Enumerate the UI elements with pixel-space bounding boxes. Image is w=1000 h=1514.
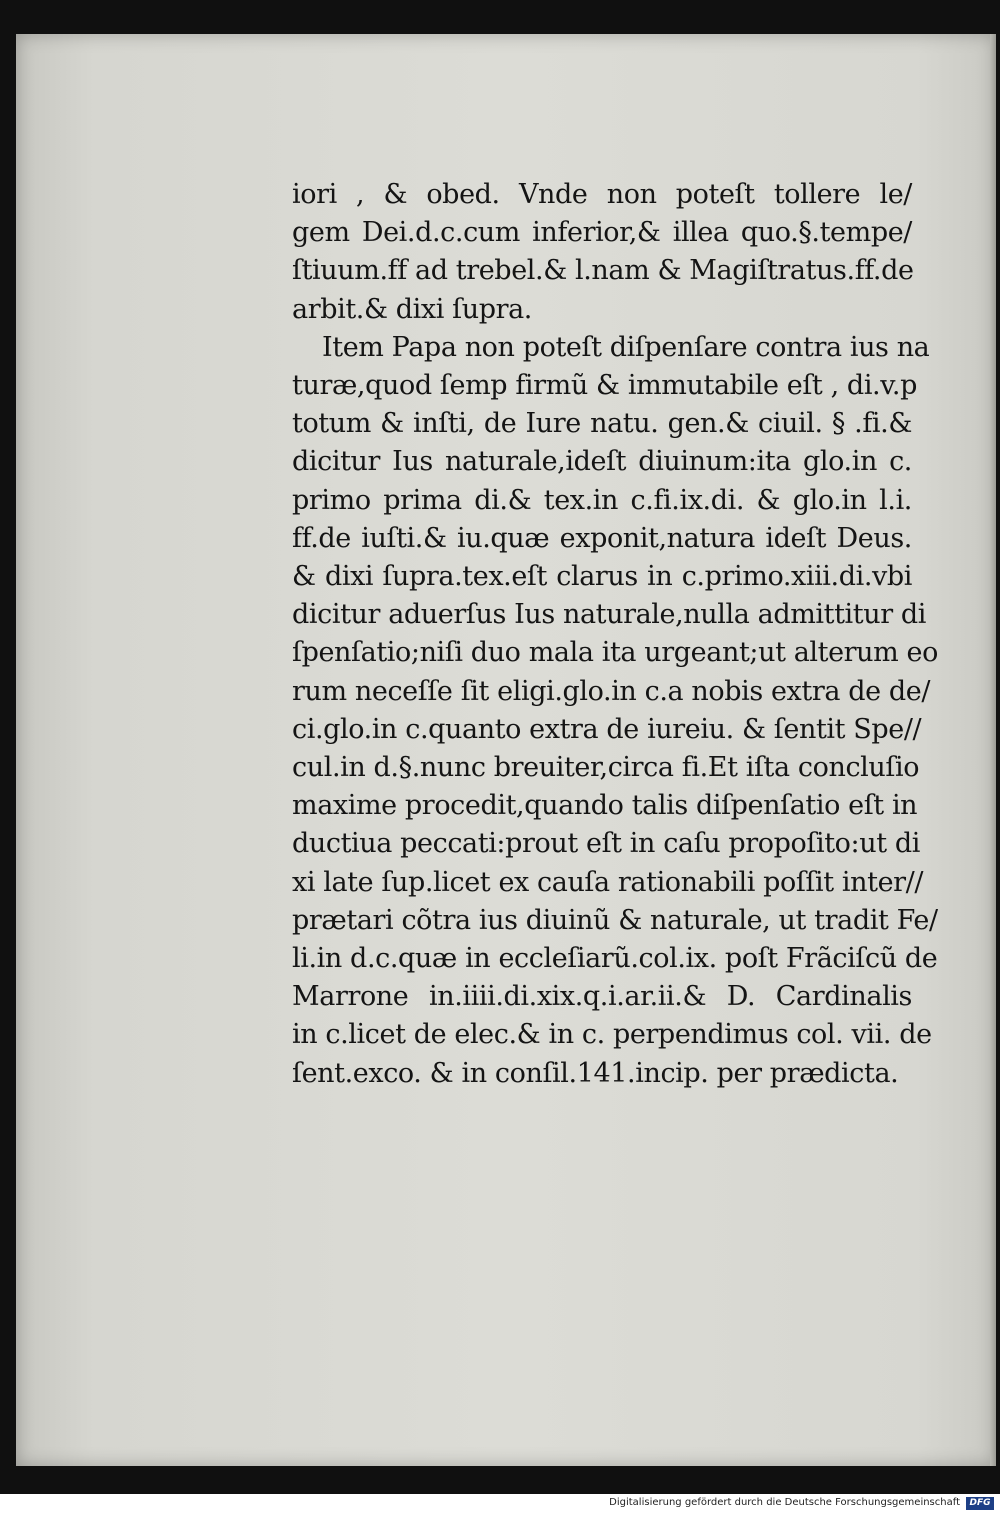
text-line: ci.glo.in c.quanto extra de iureiu. & ſentit Spe// <box>292 713 922 745</box>
book-page <box>16 34 996 1466</box>
text-line: ſpenſatio;niſi duo mala ita urgeant;ut alterum eo <box>292 637 938 669</box>
text-line: in c.licet de elec.& in c. perpendimus col. vii. de <box>292 1019 932 1051</box>
text-line: xi late ſup.licet ex cauſa rationabili poſſit inter// <box>292 866 924 898</box>
text-line: li.in d.c.quæ in eccleſiarũ.col.ix. poſt Frãciſcũ de <box>292 943 938 975</box>
text-line: Item Papa non poteſt diſpenſare contra ius na <box>322 331 930 363</box>
page-edge <box>990 34 996 1466</box>
text-line: turæ,quod ſemp firmũ & immutabile eſt , di.v.p <box>292 370 917 402</box>
text-line: totum & inſti, de Iure natu. gen.& ciuil. § .fi.& <box>292 408 912 440</box>
text-line: ſent.exco. & in conſil.141.incip. per prædicta. <box>292 1057 899 1089</box>
text-line: gem Dei.d.c.cum inferior,& illea quo.§.tempe/ <box>292 217 912 249</box>
body-text <box>292 176 938 1093</box>
text-line: cul.in d.§.nunc breuiter,circa fi.Et iſta concluſio <box>292 752 920 784</box>
footer-bar <box>0 1494 1000 1514</box>
text-line: maxime procedit,quando talis diſpenſatio eſt in <box>292 790 918 822</box>
text-line: prætari cõtra ius diuinũ & naturale, ut tradit Fe/ <box>292 904 938 936</box>
text-line: dicitur aduerſus Ius naturale,nulla admittitur di <box>292 599 927 631</box>
dfg-logo: DFG <box>966 1497 994 1510</box>
text-line: & dixi ſupra.tex.eſt clarus in c.primo.xiii.di.vbi <box>292 561 912 593</box>
text-line: primo prima di.& tex.in c.fi.ix.di. & glo.in l.i. <box>292 484 912 516</box>
text-line: iori , & obed. Vnde non poteſt tollere le/ <box>292 179 912 210</box>
text-line: arbit.& dixi ſupra. <box>292 293 532 325</box>
text-line: ff.de iuſti.& iu.quæ exponit,natura ideſt Deus. <box>292 522 912 554</box>
text-line: Marrone in.iiii.di.xix.q.i.ar.ii.& D. Cardinalis <box>292 981 912 1013</box>
text-line: dicitur Ius naturale,ideſt diuinum:ita glo.in c. <box>292 446 912 478</box>
text-line: rum neceſſe ſit eligi.glo.in c.a nobis extra de de/ <box>292 675 931 707</box>
funding-credit: Digitalisierung gefördert durch die Deutsche Forschungsgemeinschaft <box>609 1497 960 1508</box>
text-line: ſtiuum.ff ad trebel.& l.nam & Magiſtratus.ff.de <box>292 255 914 287</box>
text-line: ductiua peccati:prout eſt in caſu propoſito:ut di <box>292 828 920 860</box>
